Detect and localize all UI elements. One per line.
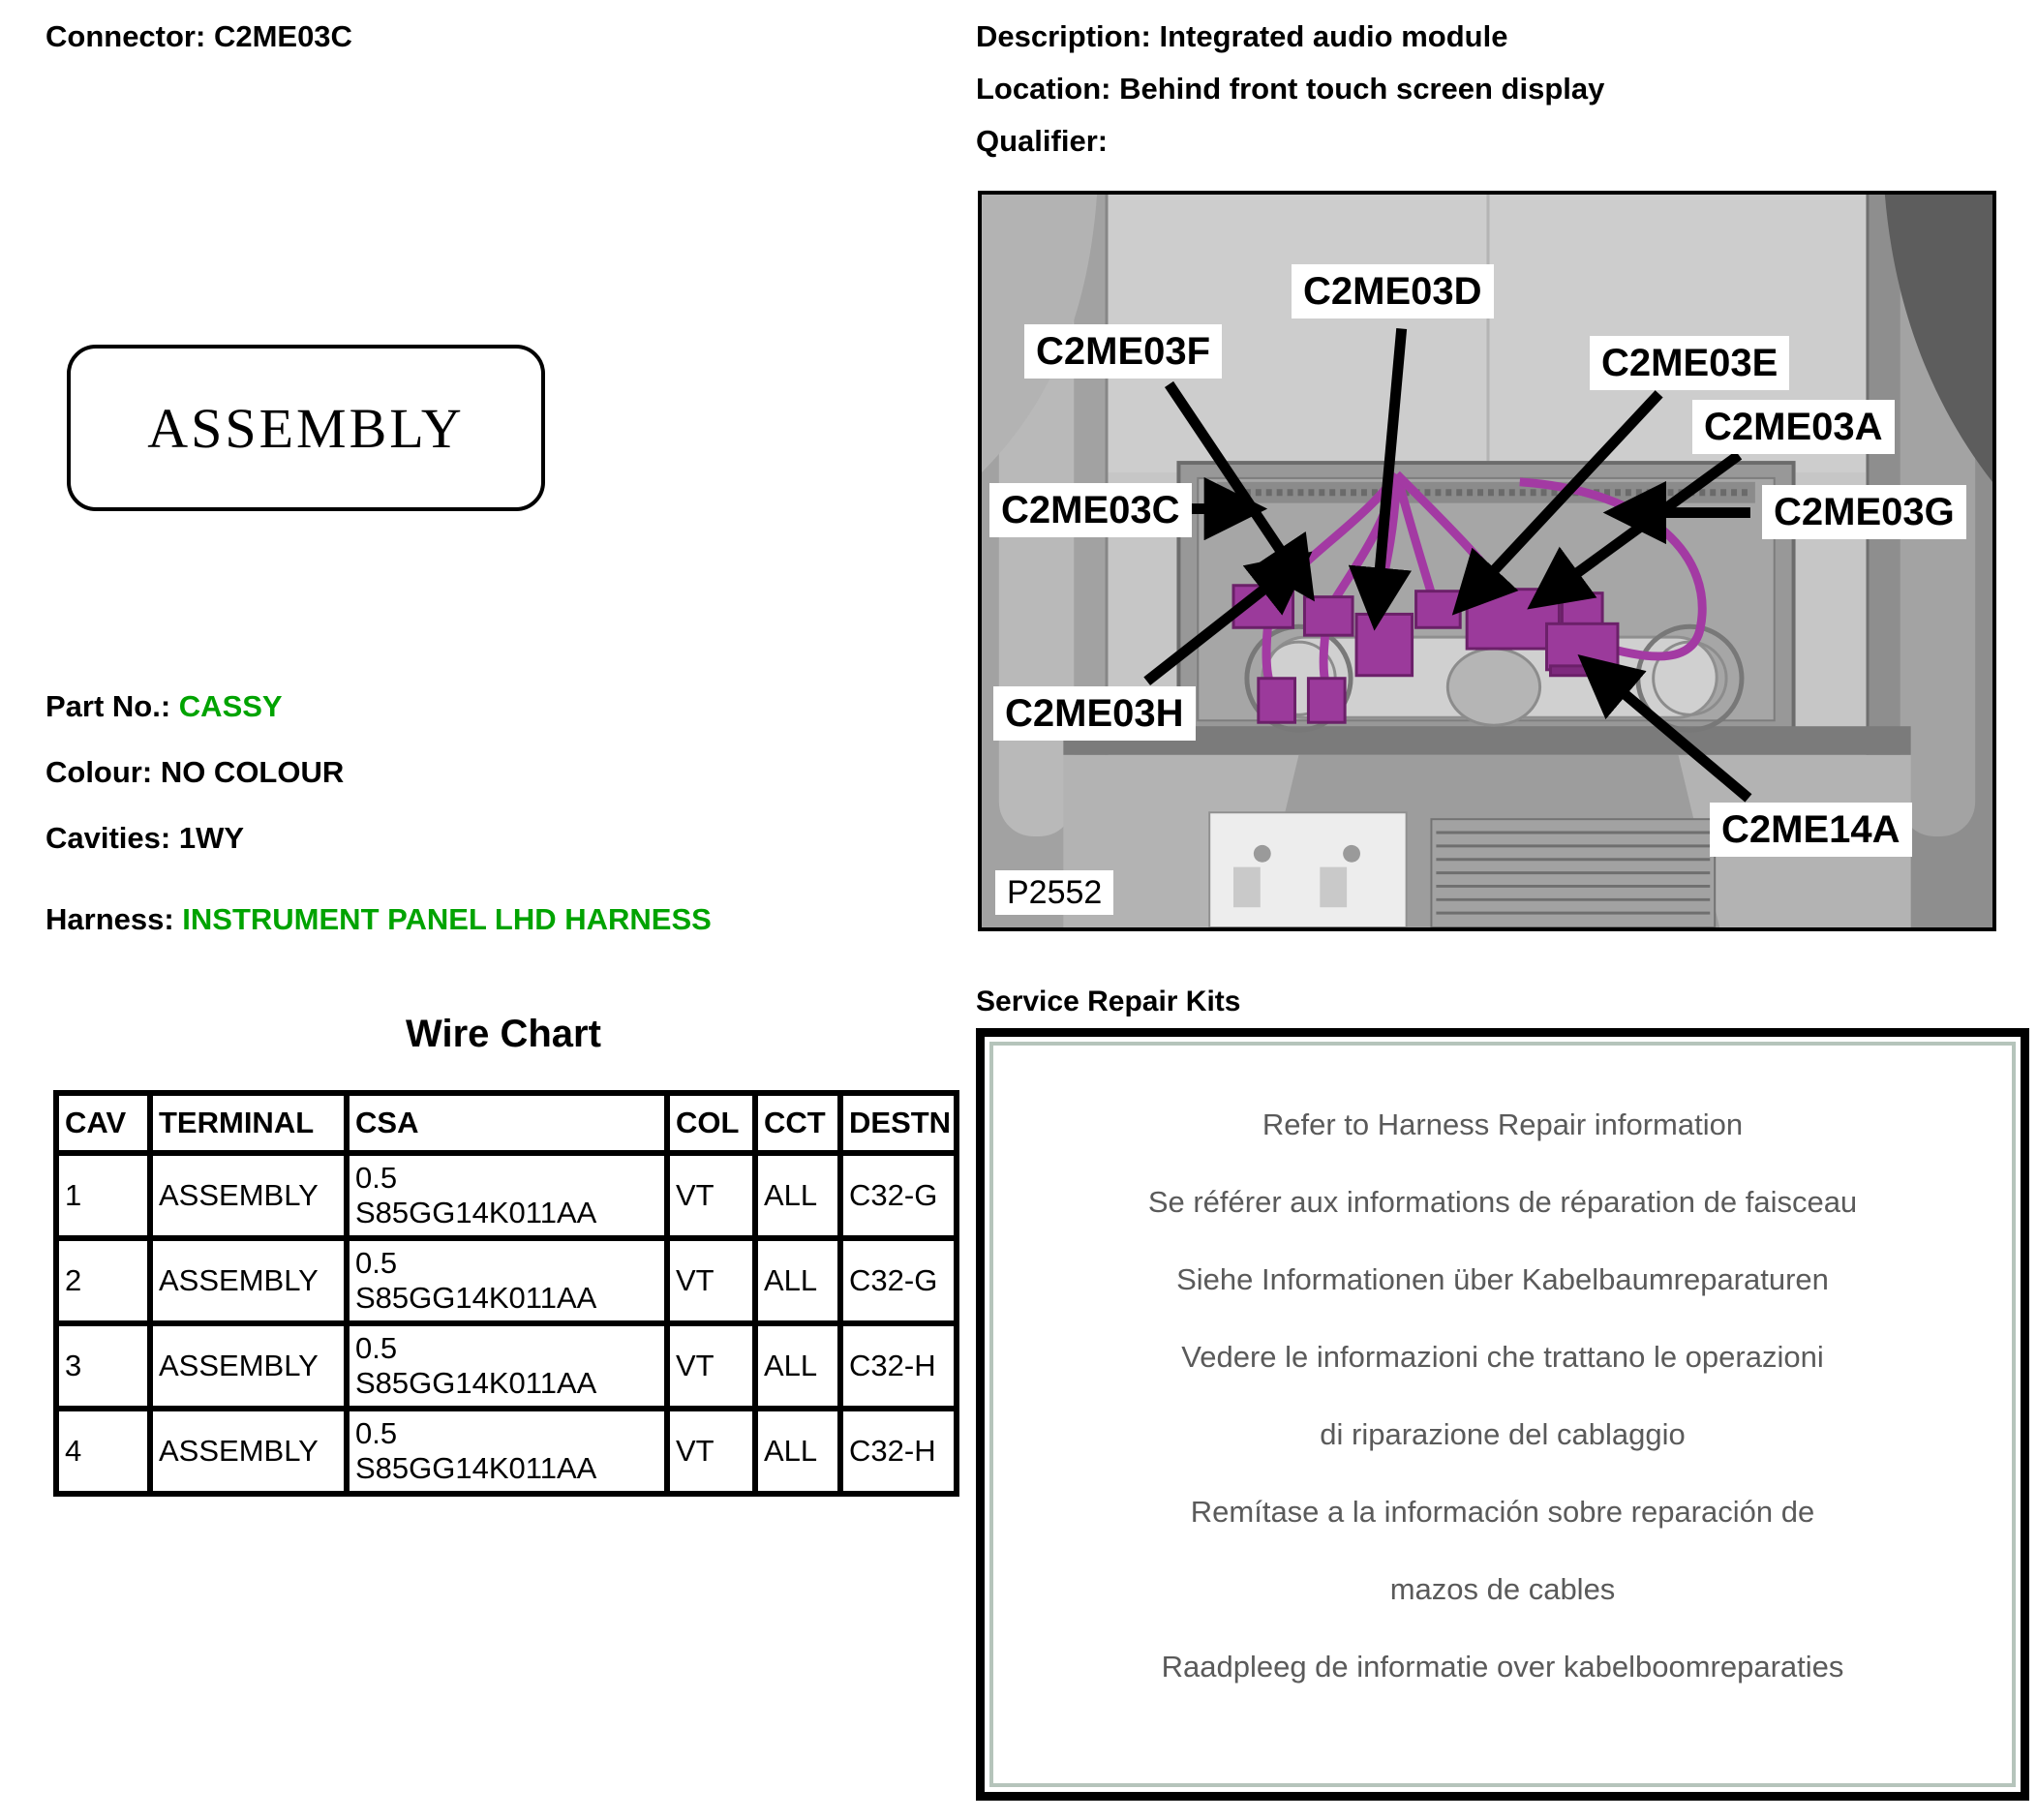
photo-label-c2me03c: C2ME03C: [989, 483, 1192, 537]
part-no-label: Part No.:: [46, 689, 179, 723]
photo-label-c2me14a: C2ME14A: [1710, 803, 1912, 857]
cell-cav: 3: [56, 1323, 150, 1409]
repair-info-line-nl: Raadpleeg de informatie over kabelboomreparaties: [1161, 1650, 1844, 1684]
location-line: [976, 72, 1604, 106]
cell-col: VT: [667, 1238, 755, 1323]
cell-col: VT: [667, 1409, 755, 1494]
photo-label-c2me03f: C2ME03F: [1024, 324, 1222, 379]
photo-label-c2me03e: C2ME03E: [1590, 336, 1789, 390]
cell-csa: 0.5 S85GG14K011AA: [347, 1153, 667, 1238]
cell-csa: 0.5 S85GG14K011AA: [347, 1238, 667, 1323]
repair-info-line-es-1: Remítase a la información sobre reparación de: [1190, 1495, 1815, 1529]
connector-face-drawing: [67, 345, 545, 511]
cell-cct: ALL: [755, 1323, 840, 1409]
cell-cct: ALL: [755, 1409, 840, 1494]
cavities-label: Cavities:: [46, 821, 179, 855]
assembly-cavity-label: ASSEMBLY: [147, 396, 465, 460]
col-header-csa: CSA: [347, 1093, 667, 1153]
connector-header: [46, 19, 352, 54]
figure-id-badge: P2552: [995, 870, 1113, 915]
location-value: Behind front touch screen display: [1119, 72, 1605, 106]
photo-label-c2me03h: C2ME03H: [993, 686, 1196, 741]
colour-label: Colour:: [46, 755, 161, 789]
colour-value: NO COLOUR: [160, 755, 345, 789]
colour-line: [46, 755, 344, 790]
cell-csa: 0.5 S85GG14K011AA: [347, 1323, 667, 1409]
connector-location-photo: [978, 191, 1996, 931]
part-no-value: CASSY: [178, 689, 283, 723]
description-line: [976, 19, 1507, 54]
part-no-line: [46, 689, 283, 724]
qualifier-label: Qualifier:: [976, 124, 1109, 158]
cell-terminal: ASSEMBLY: [150, 1153, 347, 1238]
table-row: [56, 1238, 957, 1323]
service-repair-kits-box: [976, 1028, 2029, 1801]
harness-value: INSTRUMENT PANEL LHD HARNESS: [182, 902, 712, 936]
cell-destn: C32-G: [840, 1238, 957, 1323]
service-repair-kits-title: Service Repair Kits: [976, 986, 1241, 1017]
repair-info-line-de: Siehe Informationen über Kabelbaumreparaturen: [1176, 1262, 1829, 1296]
cell-csa: 0.5 S85GG14K011AA: [347, 1409, 667, 1494]
wire-chart-header-row: [56, 1093, 957, 1153]
ribbed-vent: [1436, 833, 1710, 913]
harness-label: Harness:: [46, 902, 183, 936]
qualifier-line: [976, 124, 1108, 159]
photo-label-c2me03a: C2ME03A: [1692, 400, 1895, 454]
photo-label-c2me03d: C2ME03D: [1292, 264, 1494, 318]
cell-cct: ALL: [755, 1153, 840, 1238]
connector-value: C2ME03C: [213, 19, 352, 53]
cavities-line: [46, 821, 244, 856]
wire-chart-table: [53, 1090, 959, 1497]
cell-col: VT: [667, 1323, 755, 1409]
wire-chart-title: Wire Chart: [406, 1013, 601, 1055]
table-row: [56, 1409, 957, 1494]
repair-info-line-es-2: mazos de cables: [1389, 1572, 1616, 1606]
cell-destn: C32-H: [840, 1323, 957, 1409]
cell-terminal: ASSEMBLY: [150, 1323, 347, 1409]
cell-destn: C32-G: [840, 1153, 957, 1238]
repair-info-line-fr: Se référer aux informations de réparation de faisceau: [1147, 1185, 1858, 1219]
col-header-terminal: TERMINAL: [150, 1093, 347, 1153]
description-label: Description:: [976, 19, 1160, 53]
table-row: [56, 1153, 957, 1238]
description-value: Integrated audio module: [1159, 19, 1508, 53]
cell-terminal: ASSEMBLY: [150, 1409, 347, 1494]
col-header-cct: CCT: [755, 1093, 840, 1153]
cavities-value: 1WY: [178, 821, 245, 855]
cell-cct: ALL: [755, 1238, 840, 1323]
col-header-cav: CAV: [56, 1093, 150, 1153]
col-header-destn: DESTN: [840, 1093, 957, 1153]
table-row: [56, 1323, 957, 1409]
repair-info-line-it-2: di riparazione del cablaggio: [1320, 1417, 1686, 1451]
cell-col: VT: [667, 1153, 755, 1238]
cell-cav: 1: [56, 1153, 150, 1238]
repair-info-line-it-1: Vedere le informazioni che trattano le operazioni: [1181, 1340, 1824, 1374]
cell-terminal: ASSEMBLY: [150, 1238, 347, 1323]
service-repair-kits-inner: [989, 1042, 2016, 1787]
photo-label-c2me03g: C2ME03G: [1762, 485, 1966, 539]
repair-info-line-en: Refer to Harness Repair information: [1262, 1107, 1744, 1141]
cell-cav: 4: [56, 1409, 150, 1494]
cell-destn: C32-H: [840, 1409, 957, 1494]
cell-cav: 2: [56, 1238, 150, 1323]
harness-line: [46, 902, 712, 937]
col-header-col: COL: [667, 1093, 755, 1153]
connector-label: Connector:: [46, 19, 214, 53]
location-label: Location:: [976, 72, 1120, 106]
